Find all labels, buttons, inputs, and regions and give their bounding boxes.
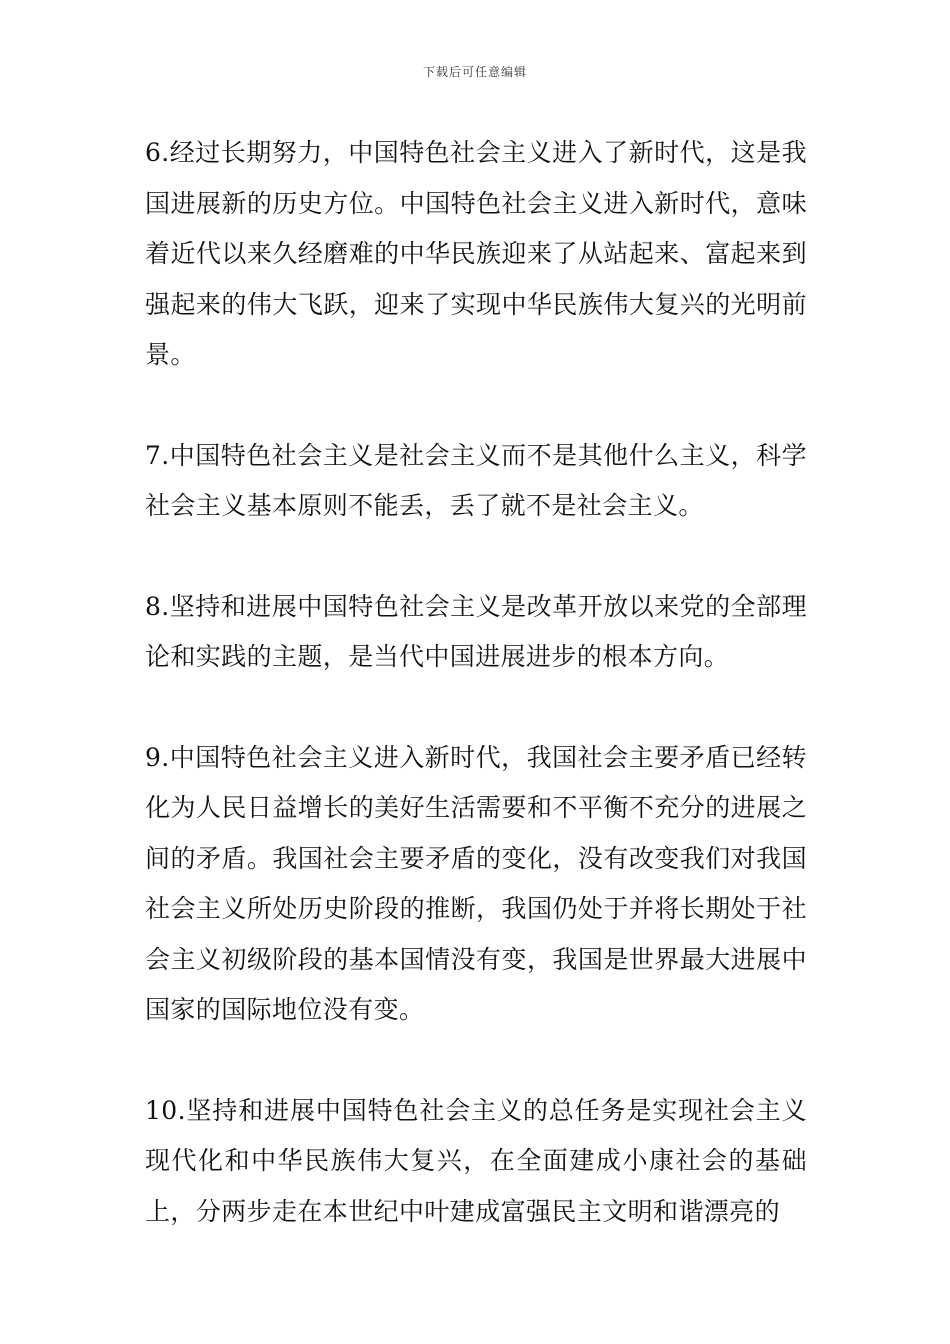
paragraph-8: 8.坚持和进展中国特色社会主义是改革开放以来党的全部理论和实践的主题，是当代中国进展进步的根本方向。 xyxy=(145,591,807,671)
document-body xyxy=(145,128,807,1237)
paragraph-10: 10.坚持和进展中国特色社会主义的总任务是实现社会主义现代化和中华民族伟大复兴，在全面建成小康社会的基础上，分两步走在本世纪中叶建成富强民主文明和谐漂亮的 xyxy=(145,1095,807,1226)
paragraph-7: 7.中国特色社会主义是社会主义而不是其他什么主义，科学社会主义基本原则不能丢，丢了就不是社会主义。 xyxy=(145,440,807,520)
page-header: 下载后可任意编辑 xyxy=(422,65,527,79)
paragraph-9: 9.中国特色社会主义进入新时代，我国社会主要矛盾已经转化为人民日益增长的美好生活需要和不平衡不充分的进展之间的矛盾。我国社会主要矛盾的变化，没有改变我们对我国社会主义所处历史阶段的推断，我国仍处于并将长期处于社会主义初级阶段的基本国情没有变，我国是世界最大进展中国家的国际地位没有变。 xyxy=(145,742,807,1024)
paragraph-6: 6.经过长期努力，中国特色社会主义进入了新时代，这是我国进展新的历史方位。中国特色社会主义进入新时代，意味着近代以来久经磨难的中华民族迎来了从站起来、富起来到强起来的伟大飞跃，迎来了实现中华民族伟大复兴的光明前景。 xyxy=(145,138,807,369)
